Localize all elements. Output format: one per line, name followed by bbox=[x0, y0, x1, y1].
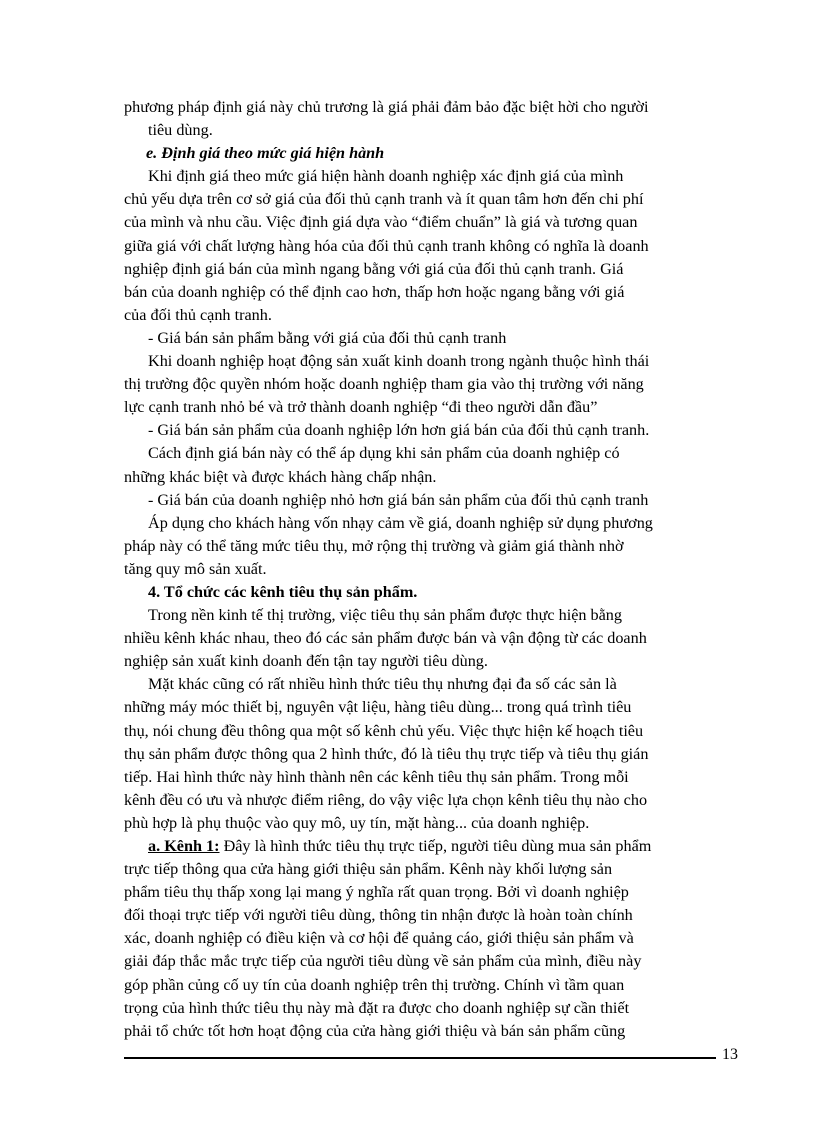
text-line: tăng quy mô sản xuất. bbox=[124, 559, 267, 578]
text-line: thụ, nói chung đều thông qua một số kênh chủ yếu. Việc thực hiện kế hoạch tiêu bbox=[124, 721, 644, 740]
section-heading-e: e. Định giá theo mức giá hiện hành bbox=[146, 144, 385, 163]
text-line: Áp dụng cho khách hàng vốn nhạy cảm về giá, doanh nghiệp sử dụng phương bbox=[148, 513, 653, 532]
text-line: giải đáp thắc mắc trực tiếp của người tiêu dùng về sản phẩm của mình, điều này bbox=[124, 952, 642, 971]
text-line: trực tiếp thông qua cửa hàng giới thiệu sản phẩm. Kênh này khối lượng sản bbox=[124, 860, 613, 879]
text-line: của đối thủ cạnh tranh. bbox=[124, 305, 272, 324]
text-line: phải tổ chức tốt hơn hoạt động của cửa hàng giới thiệu và bán sản phẩm cũng bbox=[124, 1021, 626, 1040]
section-heading-4: 4. Tổ chức các kênh tiêu thụ sản phẩm. bbox=[148, 582, 418, 601]
text-line: những khác biệt và được khách hàng chấp nhận. bbox=[124, 467, 437, 486]
text-line: tiếp. Hai hình thức này hình thành nên các kênh tiêu thụ sản phẩm. Trong mỗi bbox=[124, 767, 629, 786]
text-line: Trong nền kinh tế thị trường, việc tiêu thụ sản phẩm được thực hiện bằng bbox=[148, 606, 622, 625]
text-line: những máy móc thiết bị, nguyên vật liệu, hàng tiêu dùng... trong quá trình tiêu bbox=[124, 698, 632, 717]
text-line: trọng của hình thức tiêu thụ này mà đặt ra được cho doanh nghiệp sự cần thiết bbox=[124, 998, 630, 1017]
text-line: Đây là hình thức tiêu thụ trực tiếp, người tiêu dùng mua sản phẩm bbox=[223, 837, 652, 855]
text-line: phương pháp định giá này chủ trương là giá phải đảm bảo đặc biệt hời cho người bbox=[124, 98, 649, 116]
text-line: đối thoại trực tiếp với người tiêu dùng, thông tin nhận được là hoàn toàn chính bbox=[124, 906, 633, 925]
text-line: pháp này có thể tăng mức tiêu thụ, mở rộng thị trường và giảm giá thành nhờ bbox=[124, 536, 624, 555]
text-line: Khi doanh nghiệp hoạt động sản xuất kinh doanh trong ngành thuộc hình thái bbox=[148, 352, 650, 371]
text-line: xác, doanh nghiệp có điều kiện và cơ hội để quảng cáo, giới thiệu sản phẩm và bbox=[124, 929, 634, 948]
text-line: thị trường độc quyền nhóm hoặc doanh nghiệp tham gia vào thị trường với năng bbox=[124, 375, 644, 394]
kenh1-label: a. Kênh 1: bbox=[148, 837, 220, 855]
bullet-line: - Giá bán sản phẩm bằng với giá của đối thủ cạnh tranh bbox=[148, 328, 507, 347]
text-line: giữa giá với chất lượng hàng hóa của đối thủ cạnh tranh không có nghĩa là doanh bbox=[124, 236, 649, 255]
text-line: Khi định giá theo mức giá hiện hành doanh nghiệp xác định giá của mình bbox=[148, 167, 624, 186]
footer-rule bbox=[124, 1057, 716, 1059]
text-line: nhiều kênh khác nhau, theo đó các sản phẩm được bán và vận động từ các doanh bbox=[124, 629, 647, 648]
text-line: lực cạnh tranh nhỏ bé và trở thành doanh nghiệp “đi theo người dẫn đầu” bbox=[124, 398, 598, 417]
text-line: góp phần củng cố uy tín của doanh nghiệp trên thị trường. Chính vì tầm quan bbox=[124, 975, 625, 994]
text-line: thụ sản phẩm được thông qua 2 hình thức, đó là tiêu thụ trực tiếp và tiêu thụ gián bbox=[124, 744, 649, 763]
text-line: Mặt khác cũng có rất nhiều hình thức tiêu thụ nhưng đại đa số các sản là bbox=[148, 675, 617, 694]
body-text bbox=[124, 96, 736, 1043]
text-line: Cách định giá bán này có thể áp dụng khi sản phẩm của doanh nghiệp có bbox=[148, 444, 620, 463]
bullet-line: - Giá bán của doanh nghiệp nhỏ hơn giá bán sản phẩm của đối thủ cạnh tranh bbox=[148, 490, 649, 509]
text-line: phẩm tiêu thụ thấp xong lại mang ý nghĩa rất quan trọng. Bởi vì doanh nghiệp bbox=[124, 883, 629, 902]
text-line: phù hợp là phụ thuộc vào quy mô, uy tín, mặt hàng... của doanh nghiệp. bbox=[124, 813, 590, 832]
text-line: tiêu dùng. bbox=[148, 121, 213, 140]
text-line: nghiệp sản xuất kinh doanh đến tận tay người tiêu dùng. bbox=[124, 652, 488, 671]
text-line: bán của doanh nghiệp có thể định cao hơn, thấp hơn hoặc ngang bằng với giá bbox=[124, 282, 625, 301]
kenh1-paragraph-start bbox=[124, 835, 736, 858]
text-line: chủ yếu dựa trên cơ sở giá của đối thủ cạnh tranh và ít quan tâm hơn đến chi phí bbox=[124, 190, 644, 209]
page-number: 13 bbox=[722, 1046, 738, 1063]
text-line: nghiệp định giá bán của mình ngang bằng với giá của đối thủ cạnh tranh. Giá bbox=[124, 259, 624, 278]
bullet-line: - Giá bán sản phẩm của doanh nghiệp lớn hơn giá bán của đối thủ cạnh tranh. bbox=[148, 421, 650, 440]
text-line: của mình và nhu cầu. Việc định giá dựa vào “điểm chuẩn” là giá và tương quan bbox=[124, 213, 638, 232]
text-line: kênh đều có ưu và nhược điểm riêng, do vậy việc lựa chọn kênh tiêu thụ nào cho bbox=[124, 790, 648, 809]
